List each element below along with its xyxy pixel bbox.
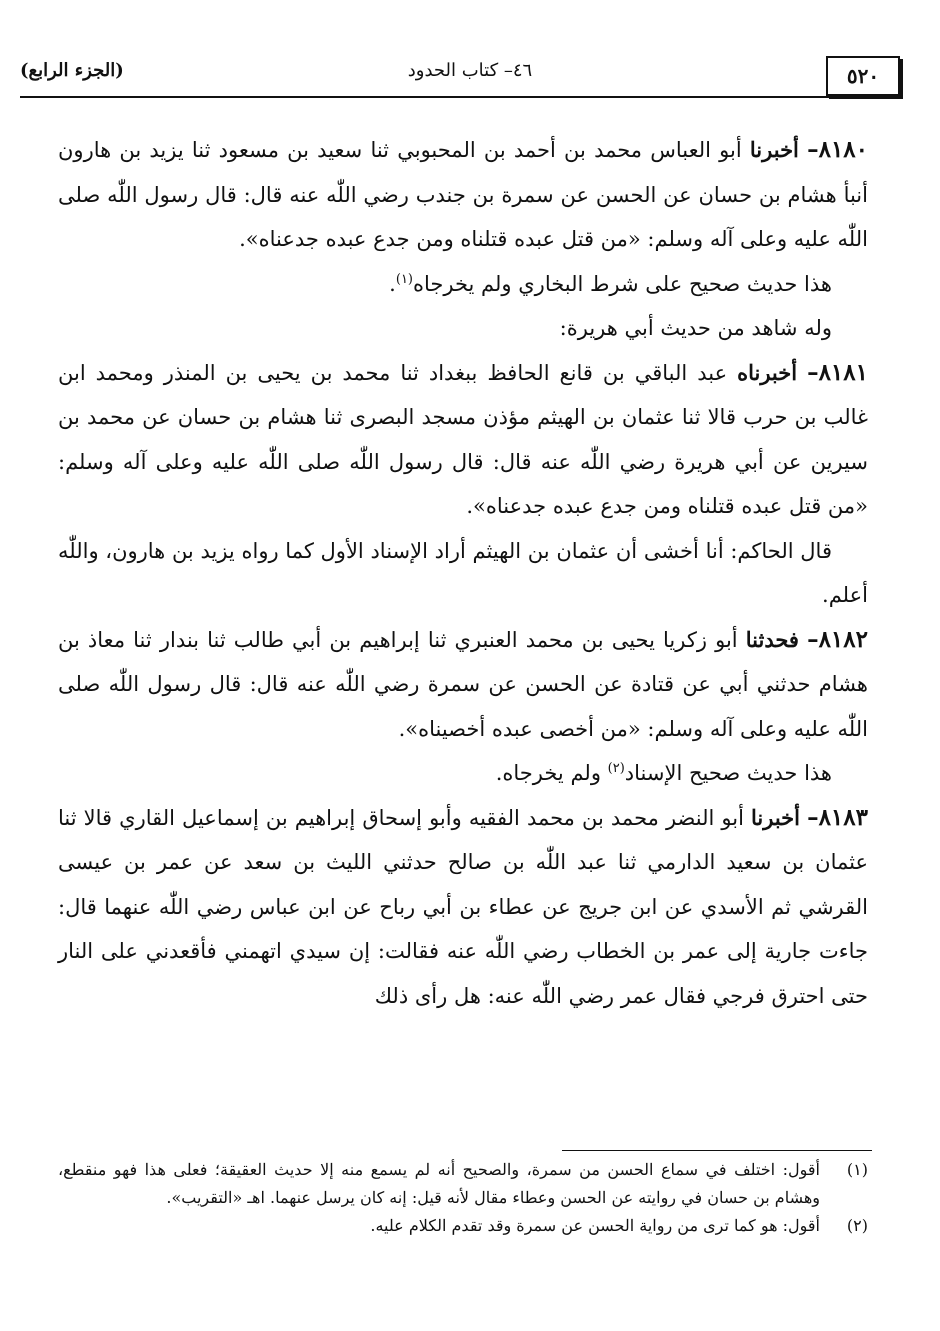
supporting-text: وله شاهد من حديث أبي هريرة: <box>559 316 832 340</box>
narration-keyword: أخبرنا <box>751 804 800 830</box>
grading-text: هذا حديث صحيح الإسناد <box>624 761 832 785</box>
running-header <box>20 56 900 96</box>
grading-text: هذا حديث صحيح على شرط البخاري ولم يخرجاه <box>413 271 832 296</box>
main-text <box>58 128 868 1018</box>
part-label: (الجزء الرابع) <box>20 60 124 81</box>
grading-text-end: . <box>389 271 396 296</box>
hadith-text: عبد الباقي بن قانع الحافظ ببغداد ثنا محمد بن يحيى بن المنذر ومحمد ابن غالب بن حرب قالا ثنا عثمان بن الهيثم مؤذن مسجد البصرى ثنا هشام بن حسان عن محمد بن سيرين عن أبي هريرة رضي اللّٰه عنه قال: قال رسول اللّٰه صلى اللّٰه عليه وعلى آله وسلم: «من قتل عبده قتلناه ومن جدع عبده جدعناه». <box>58 360 868 518</box>
footnote-2 <box>58 1212 868 1240</box>
hadith-number: ٨١٨١– <box>807 358 868 386</box>
hadith-8180 <box>58 128 868 262</box>
hadith-number: ٨١٨٢– <box>807 625 868 653</box>
grading-note <box>58 751 868 796</box>
hadith-number: ٨١٨٠– <box>807 136 869 163</box>
hadith-8181 <box>58 351 868 529</box>
supporting-note <box>58 306 868 351</box>
footnote-text: أقول: هو كما ترى من رواية الحسن عن سمرة وقد تقدم الكلام عليه. <box>370 1216 820 1235</box>
hakim-comment <box>58 529 868 618</box>
grading-text-end: ولم يخرجاه. <box>495 761 608 785</box>
footnote-ref: (١) <box>395 271 413 287</box>
page-number-box: ٥٢٠ <box>826 56 900 96</box>
hadith-number: ٨١٨٣– <box>807 803 868 831</box>
footnotes <box>58 1156 868 1240</box>
grading-note <box>58 262 868 307</box>
hadith-text: أبو العباس محمد بن أحمد بن المحبوبي ثنا سعيد بن مسعود ثنا يزيد بن هارون أنبأ هشام بن حسان عن الحسن عن سمرة بن جندب رضي اللّٰه عنه قال: قال رسول اللّٰه صلى اللّٰه عليه وعلى آله وسلم: «من قتل عبده قتلناه ومن جدع عبده جدعناه». <box>58 138 868 251</box>
comment-text: قال الحاكم: أنا أخشى أن عثمان بن الهيثم أراد الإسناد الأول كما رواه يزيد بن هارون، واللّٰه أعلم. <box>58 538 868 607</box>
hadith-8183 <box>58 796 868 1019</box>
hadith-text: أبو النضر محمد بن محمد الفقيه وأبو إسحاق إبراهيم بن إسماعيل القاري قالا ثنا عثمان بن سعيد الدارمي ثنا عبد اللّٰه بن صالح حدثني الليث بن سعد عن عمر بن عيسى القرشي ثم الأسدي عن ابن جريج عن عطاء بن أبي رباح عن ابن عباس رضي اللّٰه عنهما قال: جاءت جارية إلى عمر بن الخطاب رضي اللّٰه عنه فقالت: إن سيدي اتهمني فأقعدني على النار حتى احترق فرجي فقال عمر رضي اللّٰه عنه: هل رأى ذلك <box>58 805 868 1008</box>
narration-keyword: أخبرناه <box>737 359 798 385</box>
hadith-8182 <box>58 618 868 752</box>
narration-keyword: فحدثنا <box>745 626 799 652</box>
footnote-text: أقول: اختلف في سماع الحسن من سمرة، والصحيح أنه لم يسمع منه إلا حديث العقيقة؛ فعلى هذا فهو منقطع، وهشام بن حسان في روايته عن الحسن وعطاء مقال لأنه قيل: إنه كان يرسل عنهما. اهـ «التقريب». <box>58 1160 820 1207</box>
header-divider <box>20 96 880 98</box>
footnote-number: (٢) <box>846 1216 868 1235</box>
narration-keyword: أخبرنا <box>749 137 799 162</box>
footnote-divider <box>562 1150 872 1151</box>
footnote-1 <box>58 1156 868 1212</box>
footnote-ref: (٢) <box>607 761 625 776</box>
hadith-text: أبو زكريا يحيى بن محمد العنبري ثنا إبراهيم بن أبي طالب ثنا بندار ثنا معاذ بن هشام حدثني أبي عن قتادة عن الحسن عن سمرة رضي اللّٰه عنه قال: قال رسول اللّٰه صلى اللّٰه عليه وعلى آله وسلم: «من أخصى عبده أخصيناه». <box>58 627 868 741</box>
book-title: ٤٦– كتاب الحدود <box>407 60 533 81</box>
footnote-number: (١) <box>846 1160 868 1179</box>
